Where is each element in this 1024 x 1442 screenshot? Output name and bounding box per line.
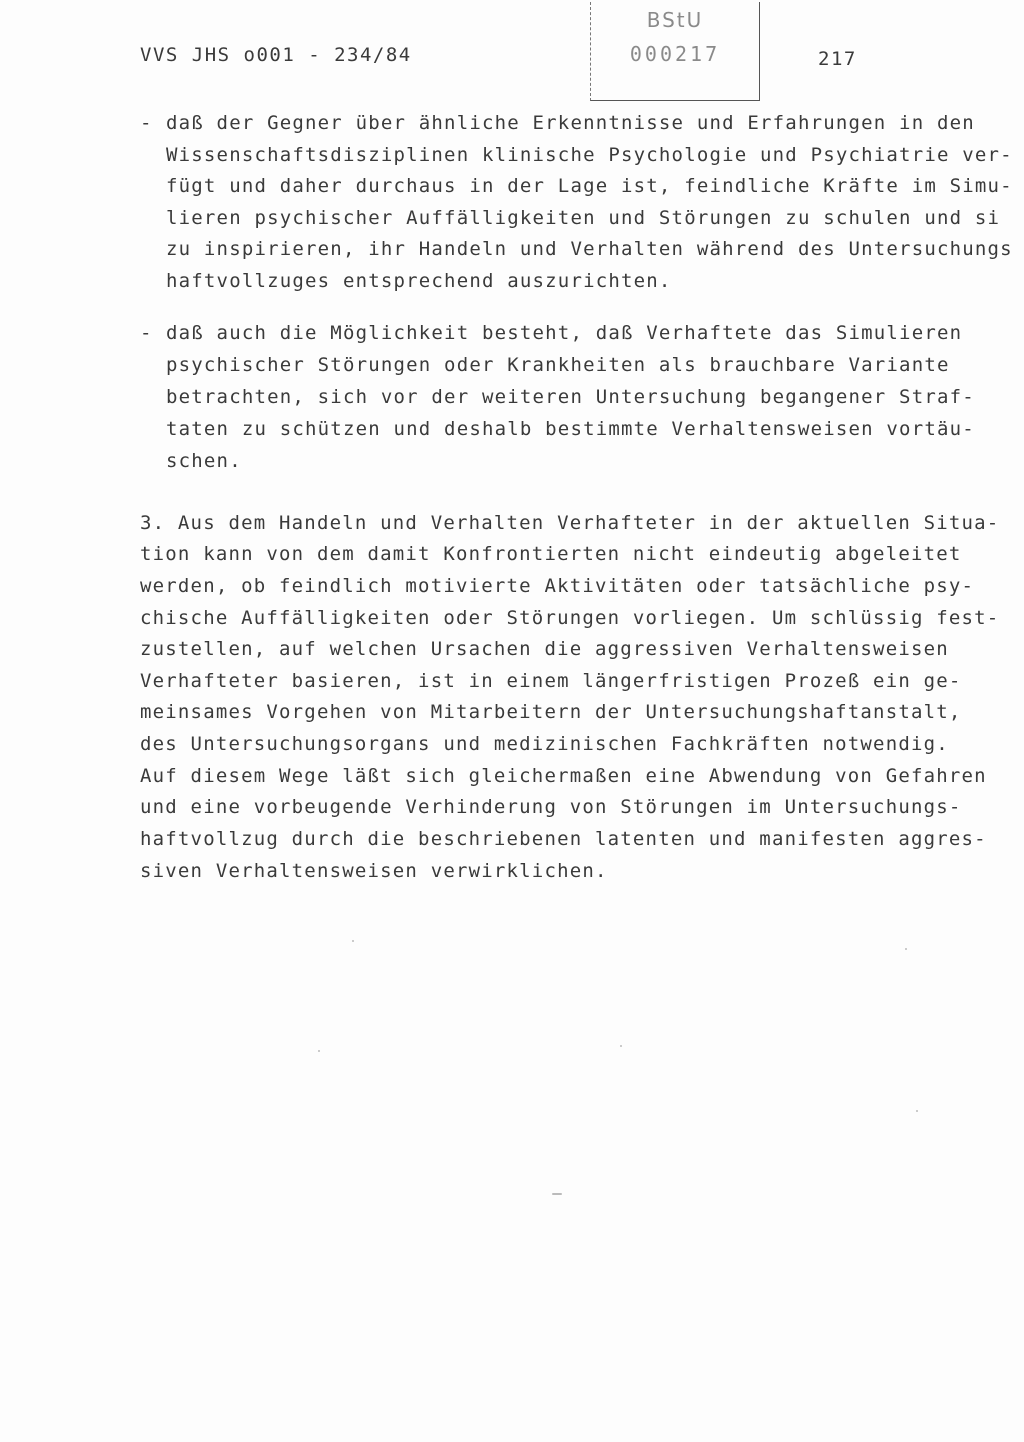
text-line: haftvollzuges entsprechend auszurichten. [166, 270, 672, 292]
text-line: zu inspirieren, ihr Handeln und Verhalten während des Untersuchungs [166, 238, 1013, 260]
text-line: siven Verhaltensweisen verwirklichen. [140, 860, 608, 882]
stamp-org-label: BStU [646, 8, 704, 32]
text-line: schen. [166, 450, 242, 472]
archive-stamp [590, 2, 760, 101]
bullet-dash: - [140, 112, 152, 134]
text-line: Wissenschaftsdisziplinen klinische Psychologie und Psychiatrie ver- [166, 144, 1013, 166]
bullet-dash: - [140, 322, 152, 344]
text-line: betrachten, sich vor der weiteren Untersuchung begangener Straf- [166, 386, 975, 408]
text-line: Verhafteter basieren, ist in einem längerfristigen Prozeß ein ge- [140, 670, 962, 692]
text-line: lieren psychischer Auffälligkeiten und Störungen zu schulen und si [166, 207, 1001, 229]
document-reference: VVS JHS o001 - 234/84 [140, 44, 412, 66]
text-line: daß auch die Möglichkeit besteht, daß Verhaftete das Simulieren [166, 322, 963, 344]
text-line: tion kann von dem damit Konfrontierten nicht eindeutig abgeleitet [140, 543, 962, 565]
text-line: meinsames Vorgehen von Mitarbeitern der Untersuchungshaftanstalt, [140, 701, 962, 723]
text-line: taten zu schützen und deshalb bestimmte Verhaltensweisen vortäu- [166, 418, 975, 440]
text-line: und eine vorbeugende Verhinderung von Störungen im Untersuchungs- [140, 796, 962, 818]
text-line: werden, ob feindlich motivierte Aktivitäten oder tatsächliche psy- [140, 575, 975, 597]
text-line: haftvollzug durch die beschriebenen latenten und manifesten aggres- [140, 828, 987, 850]
text-line: psychischer Störungen oder Krankheiten als brauchbare Variante [166, 354, 950, 376]
text-line: fügt und daher durchaus in der Lage ist, feindliche Kräfte im Simu- [166, 175, 1013, 197]
stamp-number: 000217 [629, 42, 721, 66]
scan-speck [318, 1050, 320, 1052]
text-line: zustellen, auf welchen Ursachen die aggressiven Verhaltensweisen [140, 638, 949, 660]
scan-speck [905, 948, 907, 950]
text-line: chische Auffälligkeiten oder Störungen vorliegen. Um schlüssig fest- [140, 607, 1000, 629]
page-number: 217 [818, 48, 857, 70]
scan-speck [916, 1110, 918, 1112]
scan-speck [620, 1045, 622, 1047]
text-line: 3. Aus dem Handeln und Verhalten Verhafteter in der aktuellen Situa- [140, 512, 1000, 534]
text-line: daß der Gegner über ähnliche Erkenntnisse und Erfahrungen in den [166, 112, 975, 134]
text-line: Auf diesem Wege läßt sich gleichermaßen eine Abwendung von Gefahren [140, 765, 987, 787]
scan-speck [352, 940, 354, 942]
scan-speck [552, 1193, 562, 1195]
text-line: des Untersuchungsorgans und medizinischen Fachkräften notwendig. [140, 733, 949, 755]
